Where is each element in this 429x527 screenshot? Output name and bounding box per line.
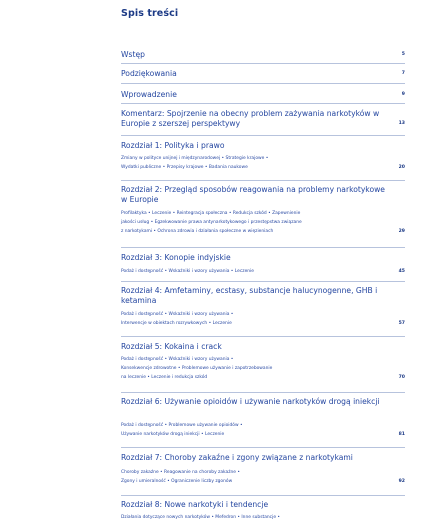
toc-entry-title: Podziękowania — [121, 69, 177, 78]
chapter-page: 29 — [398, 228, 405, 234]
chapter-6-topics — [121, 422, 405, 440]
topic-line: Wydatki publiczne • Przepisy krajowe • Badania naukowe — [121, 164, 248, 170]
topic-line: Zmiany w polityce unijnej i międzynarodowej • Strategie krajowe • — [121, 156, 269, 161]
chapter-page: 20 — [398, 164, 405, 170]
chapter-title: Rozdział 5: Kokaina i crack — [121, 342, 222, 351]
topic-line: Choroby zakaźne • Reagowanie na choroby zakaźne • — [121, 470, 240, 475]
divider — [121, 495, 405, 496]
chapter-title: Rozdział 6: Używanie opioidów i używanie narkotyków drogą iniekcji — [121, 397, 380, 406]
divider — [121, 281, 405, 282]
toc-entry-page: 13 — [398, 121, 405, 126]
chapter-title: Rozdział 2: Przegląd sposobów reagowania na problemy narkotykowe w Europie — [121, 185, 385, 204]
topic-line: Podaż i dostępność • Wskaźniki i wzory używania • — [121, 357, 234, 362]
chapter-title: Rozdział 7: Choroby zakaźne i zgony związane z narkotykami — [121, 453, 353, 462]
toc-chapter-4[interactable] — [121, 286, 405, 306]
toc-entry-title: Komentarz: Spojrzenie na obecny problem zażywania narkotyków w Europie z szerszej perspektywy — [121, 109, 380, 128]
chapter-2-topics — [121, 210, 405, 237]
toc-entry-page: 9 — [401, 92, 405, 97]
divider — [121, 336, 405, 337]
topic-line: Podaż i dostępność • Wskaźniki i wzory używania • — [121, 312, 234, 317]
toc-entry-page: 5 — [401, 52, 405, 57]
toc-entry-title: Wprowadzenie — [121, 90, 177, 99]
toc-entry-wstep[interactable] — [121, 50, 405, 60]
divider — [121, 83, 405, 84]
chapter-page: 70 — [398, 374, 405, 380]
chapter-8-topics — [121, 514, 405, 523]
chapter-title: Rozdział 4: Amfetaminy, ecstasy, substancje halucynogenne, GHB i ketamina — [121, 286, 378, 305]
chapter-page: 45 — [398, 269, 405, 274]
chapter-1-topics — [121, 155, 405, 173]
toc-chapter-1[interactable] — [121, 141, 405, 151]
chapter-title: Rozdział 8: Nowe narkotyki i tendencje — [121, 500, 269, 509]
topic-line: Używanie narkotyków drogą iniekcji • Leczenie — [121, 431, 225, 437]
toc-chapter-2[interactable] — [121, 185, 405, 205]
topic-line: Zgony i umieralność • Ograniczenie liczby zgonów — [121, 478, 233, 484]
divider — [121, 392, 405, 393]
topic-line: Profilaktyka • Leczenie • Reintegracja społeczna • Redukcja szkód • Zapewnienie — [121, 211, 301, 216]
toc-chapter-5[interactable] — [121, 342, 405, 352]
toc-chapter-7[interactable] — [121, 453, 405, 463]
chapter-title: Rozdział 3: Konopie indyjskie — [121, 253, 231, 262]
divider — [121, 247, 405, 248]
topic-line: jakości usług • Egzekwowanie prawa antynarkotykowego i przestępstwa związane — [121, 219, 302, 225]
divider — [121, 180, 405, 181]
toc-chapter-6[interactable] — [121, 397, 405, 407]
topic-line: Interwencje w obiektach rozrywkowych • Leczenie — [121, 320, 232, 326]
toc-entry-komentarz[interactable] — [121, 109, 405, 129]
topic-line: Podaż i dostępność • Problemowe używanie opioidów • — [121, 423, 243, 428]
topic-line: Konsekwencje zdrowotne • Problemowe używanie i zapotrzebowanie — [121, 365, 273, 371]
divider — [121, 447, 405, 448]
chapter-7-topics — [121, 469, 405, 487]
chapter-page: 57 — [398, 320, 405, 326]
chapter-page: 81 — [398, 431, 405, 437]
chapter-3-topics — [121, 268, 405, 277]
topic-line: Podaż i dostępność • Wskaźniki i wzory używania • Leczenie — [121, 269, 254, 274]
toc-heading: Spis treści — [121, 8, 179, 19]
chapter-4-topics — [121, 311, 405, 329]
chapter-title: Rozdział 1: Polityka i prawo — [121, 141, 225, 150]
chapter-5-topics — [121, 356, 405, 383]
toc-entry-page: 7 — [401, 71, 405, 76]
toc-entry-podziekowania[interactable] — [121, 69, 405, 79]
chapter-page: 92 — [398, 478, 405, 484]
topic-line: z narkotykami • Ochrona zdrowia i działania społeczne w więzieniach — [121, 228, 274, 234]
divider — [121, 103, 405, 104]
toc-chapter-8[interactable] — [121, 500, 405, 510]
divider — [121, 135, 405, 136]
toc-chapter-3[interactable] — [121, 253, 405, 263]
topic-line: na leczenie • Leczenie i redukcja szkód — [121, 374, 208, 380]
toc-entry-title: Wstęp — [121, 50, 145, 59]
topic-line: Działania dotyczące nowych narkotyków • Mefedron • Inne substancje • — [121, 515, 281, 520]
divider — [121, 63, 405, 64]
toc-entry-wprowadzenie[interactable] — [121, 90, 405, 100]
